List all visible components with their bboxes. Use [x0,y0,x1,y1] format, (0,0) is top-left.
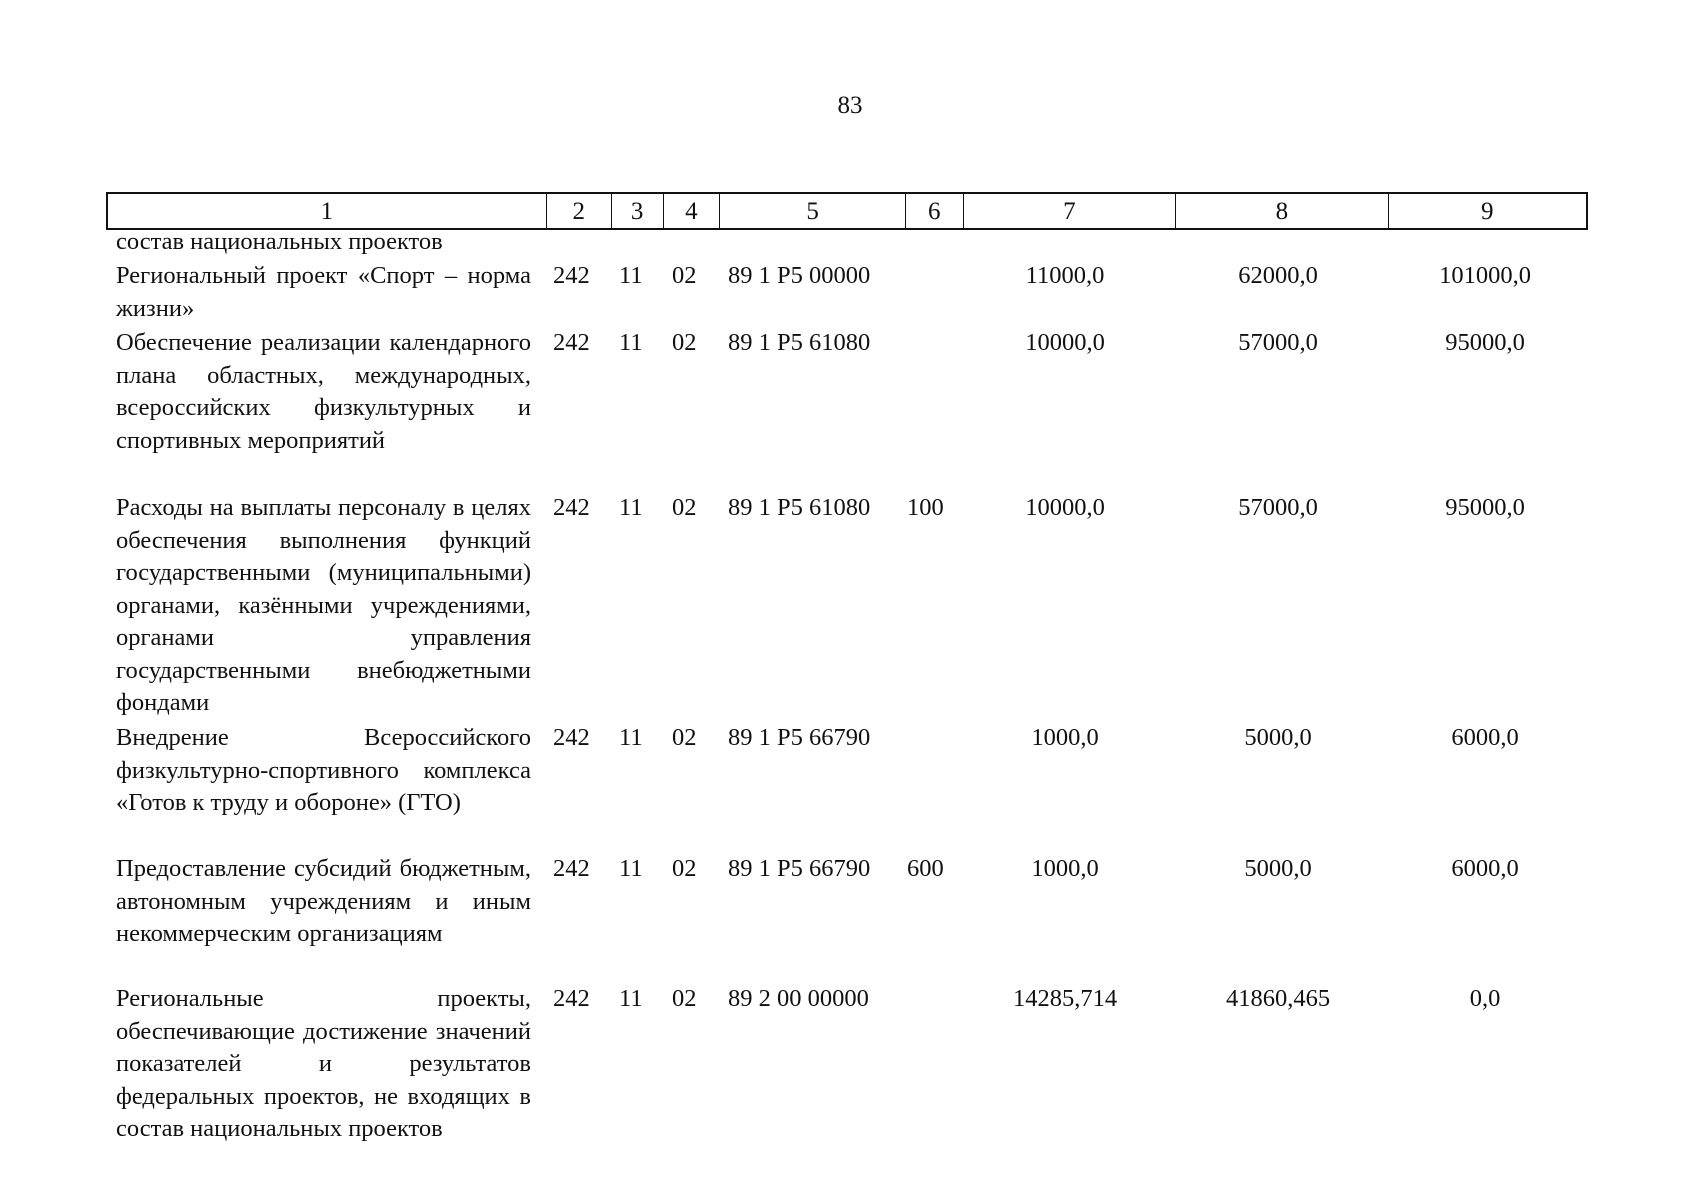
col-6-value: 600 [907,855,944,882]
col-4-value: 02 [672,985,697,1012]
header-col-8: 8 [1176,194,1388,228]
col-4-value: 02 [672,494,697,521]
col-3-value: 11 [619,985,643,1012]
col-7-value: 1000,0 [1031,724,1099,751]
col-4-value: 02 [672,855,697,882]
col-2-value: 242 [553,494,590,521]
row-description: Расходы на выплаты персоналу в целях обеспечения выполнения функций государственными (муниципальными) органами, казёнными учреждениями, органами управления государственными внебюджетными фондами [116,494,531,716]
col-7-value: 14285,714 [1012,985,1118,1012]
col-2-value: 242 [553,262,590,289]
header-col-7: 7 [964,194,1176,228]
col-5-value: 89 1 Р5 66790 [728,855,871,882]
row-description: Региональный проект «Спорт – норма жизни» [116,262,531,322]
col-2-value: 242 [553,855,590,882]
col-4-value: 02 [672,329,697,356]
col-8-value: 41860,465 [1225,985,1331,1012]
header-col-2: 2 [547,194,612,228]
col-3-value: 11 [619,329,643,356]
col-7-value: 1000,0 [1031,855,1099,882]
header-col-5: 5 [720,194,906,228]
header-col-6: 6 [906,194,964,228]
row-description: Внедрение Всероссийского физкультурно-спортивного комплекса «Готов к труду и обороне» (ГТО) [116,724,531,816]
col-3-value: 11 [619,262,643,289]
row-description: Предоставление субсидий бюджетным, автономным учреждениям и иным некоммерческим организациям [116,855,531,947]
col-9-value: 101000,0 [1439,262,1531,289]
continuation-text: состав национальных проектов [116,228,443,255]
col-7-value: 10000,0 [1025,494,1105,521]
col-7-value: 11000,0 [1025,262,1105,289]
col-2-value: 242 [553,329,590,356]
col-3-value: 11 [619,494,643,521]
row-description: Обеспечение реализации календарного плана областных, международных, всероссийских физкультурных и спортивных мероприятий [116,329,531,454]
col-2-value: 242 [553,985,590,1012]
col-8-value: 62000,0 [1238,262,1318,289]
col-3-value: 11 [619,855,643,882]
col-8-value: 5000,0 [1244,724,1312,751]
col-6-value: 100 [907,494,944,521]
col-4-value: 02 [672,262,697,289]
col-3-value: 11 [619,724,643,751]
col-9-value: 95000,0 [1445,329,1525,356]
col-9-value: 6000,0 [1451,724,1519,751]
col-9-value: 6000,0 [1451,855,1519,882]
header-col-1: 1 [108,194,547,228]
col-4-value: 02 [672,724,697,751]
col-5-value: 89 1 Р5 66790 [728,724,871,751]
header-col-4: 4 [664,194,721,228]
col-5-value: 89 1 Р5 61080 [728,329,871,356]
page-number: 83 [837,92,863,119]
header-col-3: 3 [612,194,664,228]
col-2-value: 242 [553,724,590,751]
col-5-value: 89 1 Р5 61080 [728,494,871,521]
col-7-value: 10000,0 [1025,329,1105,356]
col-9-value: 95000,0 [1445,494,1525,521]
col-5-value: 89 1 Р5 00000 [728,262,871,289]
header-col-9: 9 [1481,198,1494,225]
col-8-value: 5000,0 [1244,855,1312,882]
col-8-value: 57000,0 [1238,494,1318,521]
table-header [106,192,1588,230]
col-8-value: 57000,0 [1238,329,1318,356]
col-9-value: 0,0 [1469,985,1501,1012]
row-description: Региональные проекты, обеспечивающие достижение значений показателей и результатов федеральных проектов, не входящих в состав национальных проектов [116,985,531,1142]
col-5-value: 89 2 00 00000 [728,985,869,1012]
